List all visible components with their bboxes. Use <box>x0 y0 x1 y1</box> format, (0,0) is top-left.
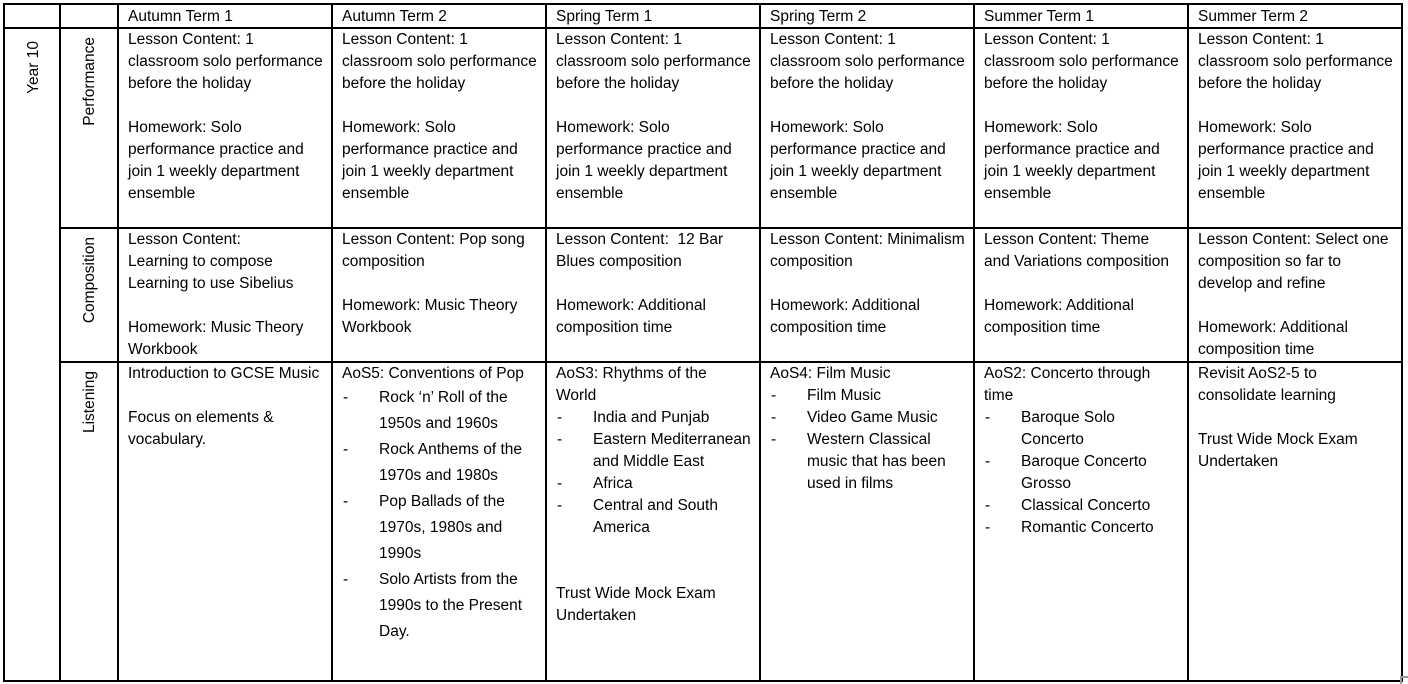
performance-cell <box>118 28 332 228</box>
year-label: Year 10 <box>25 41 42 94</box>
strand-label-listening: Listening <box>81 371 98 434</box>
term-header: Spring Term 2 <box>760 4 974 28</box>
homework: Homework: Additional composition time <box>1198 319 1348 358</box>
topic-text: Classical Concerto <box>1021 497 1151 514</box>
topic-text: Solo Artists from the 1990s to the Present Day. <box>379 571 523 640</box>
topic-item <box>342 385 537 437</box>
dash-bullet-icon: - <box>343 441 349 458</box>
lesson-content: Lesson Content: 1 classroom solo performance before the holiday <box>1198 31 1393 92</box>
lesson-content: Lesson Content: <box>128 231 241 248</box>
topic-list <box>984 407 1179 539</box>
lesson-content: Lesson Content: 1 classroom solo performance before the holiday <box>770 31 965 92</box>
performance-row <box>4 28 1402 228</box>
topic-text: India and Punjab <box>593 409 710 426</box>
strand-cell-composition <box>60 228 118 362</box>
composition-cell <box>974 228 1188 362</box>
dash-bullet-icon: - <box>985 409 991 426</box>
term-header: Autumn Term 1 <box>118 4 332 28</box>
composition-cell <box>546 228 760 362</box>
strand-label-composition: Composition <box>81 237 98 324</box>
homework: Homework: Music Theory Workbook <box>342 297 518 336</box>
homework: Homework: Additional composition time <box>556 297 706 336</box>
dash-bullet-icon: - <box>343 389 349 406</box>
dash-bullet-icon: - <box>771 409 777 426</box>
listening-intro: AoS2: Concerto through time <box>984 365 1151 404</box>
topic-text: Africa <box>593 475 633 492</box>
dash-bullet-icon: - <box>557 409 563 426</box>
lesson-content: Lesson Content: Minimalism composition <box>770 231 965 270</box>
topic-text: Baroque Concerto Grosso <box>1021 453 1147 492</box>
lesson-content: Lesson Content: Select one composition so far to develop and refine <box>1198 231 1389 292</box>
topic-item <box>770 429 965 495</box>
listening-note: Trust Wide Mock Exam Undertaken <box>556 585 716 624</box>
listening-cell <box>332 362 546 681</box>
topic-item <box>556 495 751 539</box>
listening-note: Trust Wide Mock Exam Undertaken <box>1198 431 1358 470</box>
topic-text: Romantic Concerto <box>1021 519 1154 536</box>
topic-item <box>770 385 965 407</box>
lesson-content: Lesson Content: 1 classroom solo performance before the holiday <box>128 31 323 92</box>
listening-row <box>4 362 1402 681</box>
composition-cell <box>1188 228 1402 362</box>
topic-item <box>342 437 537 489</box>
topic-list <box>770 385 965 495</box>
topic-text: Baroque Solo Concerto <box>1021 409 1115 448</box>
topic-item <box>984 495 1179 517</box>
topic-item <box>556 407 751 429</box>
header-row <box>4 4 1402 28</box>
resize-handle-icon <box>1400 676 1408 684</box>
listening-cell <box>546 362 760 681</box>
dash-bullet-icon: - <box>771 387 777 404</box>
listening-intro: AoS3: Rhythms of the World <box>556 365 707 404</box>
strand-cell-listening <box>60 362 118 681</box>
lesson-content: Lesson Content: Theme and Variations composition <box>984 231 1169 270</box>
term-header: Spring Term 1 <box>546 4 760 28</box>
listening-cell <box>118 362 332 681</box>
dash-bullet-icon: - <box>771 431 777 448</box>
performance-cell <box>546 28 760 228</box>
corner-cell-strand <box>60 4 118 28</box>
topic-text: Eastern Mediterranean and Middle East <box>593 431 751 470</box>
topic-list <box>556 407 751 539</box>
listening-intro: AoS5: Conventions of Pop <box>342 365 524 382</box>
listening-cell <box>1188 362 1402 681</box>
homework: Homework: Music Theory Workbook <box>128 319 304 358</box>
dash-bullet-icon: - <box>985 453 991 470</box>
topic-text: Rock Anthems of the 1970s and 1980s <box>379 441 523 484</box>
performance-cell <box>760 28 974 228</box>
curriculum-table <box>3 3 1403 682</box>
topic-item <box>342 567 537 645</box>
topic-item <box>342 489 537 567</box>
dash-bullet-icon: - <box>557 475 563 492</box>
term-header: Summer Term 2 <box>1188 4 1402 28</box>
performance-cell <box>332 28 546 228</box>
strand-cell-performance <box>60 28 118 228</box>
topic-list <box>342 385 537 645</box>
dash-bullet-icon: - <box>343 493 349 510</box>
topic-text: Film Music <box>807 387 882 404</box>
homework: Homework: Solo performance practice and join 1 weekly department ensemble <box>342 119 518 202</box>
homework: Homework: Additional composition time <box>984 297 1134 336</box>
lesson-content: Lesson Content: 12 Bar Blues composition <box>556 231 728 270</box>
lesson-content-line: Learning to use Sibelius <box>128 275 294 292</box>
topic-item <box>984 407 1179 451</box>
topic-item <box>556 473 751 495</box>
corner-cell-year <box>4 4 60 28</box>
listening-cell <box>760 362 974 681</box>
homework: Homework: Solo performance practice and join 1 weekly department ensemble <box>984 119 1160 202</box>
composition-cell <box>332 228 546 362</box>
topic-text: Pop Ballads of the 1970s, 1980s and 1990s <box>379 493 505 562</box>
lesson-content: Lesson Content: 1 classroom solo performance before the holiday <box>556 31 751 92</box>
composition-cell <box>760 228 974 362</box>
listening-note: Focus on elements & vocabulary. <box>128 409 274 448</box>
composition-cell <box>118 228 332 362</box>
lesson-content: Lesson Content: 1 classroom solo performance before the holiday <box>342 31 537 92</box>
homework: Homework: Solo performance practice and join 1 weekly department ensemble <box>128 119 304 202</box>
homework: Homework: Additional composition time <box>770 297 920 336</box>
lesson-content: Lesson Content: Pop song composition <box>342 231 525 270</box>
year-cell <box>4 28 60 681</box>
topic-text: Western Classical music that has been used in films <box>807 431 946 492</box>
term-header: Autumn Term 2 <box>332 4 546 28</box>
listening-cell <box>974 362 1188 681</box>
topic-item <box>770 407 965 429</box>
dash-bullet-icon: - <box>557 431 563 448</box>
topic-text: Central and South America <box>593 497 718 536</box>
lesson-content: Lesson Content: 1 classroom solo performance before the holiday <box>984 31 1179 92</box>
topic-item <box>984 451 1179 495</box>
dash-bullet-icon: - <box>557 497 563 514</box>
term-header: Summer Term 1 <box>974 4 1188 28</box>
dash-bullet-icon: - <box>343 571 349 588</box>
listening-intro: Revisit AoS2-5 to consolidate learning <box>1198 365 1336 404</box>
homework: Homework: Solo performance practice and join 1 weekly department ensemble <box>770 119 946 202</box>
performance-cell <box>974 28 1188 228</box>
dash-bullet-icon: - <box>985 519 991 536</box>
dash-bullet-icon: - <box>985 497 991 514</box>
topic-text: Rock ‘n’ Roll of the 1950s and 1960s <box>379 389 508 432</box>
topic-text: Video Game Music <box>807 409 938 426</box>
listening-intro: AoS4: Film Music <box>770 365 891 382</box>
listening-intro: Introduction to GCSE Music <box>128 365 320 382</box>
composition-row <box>4 228 1402 362</box>
topic-item <box>984 517 1179 539</box>
homework: Homework: Solo performance practice and join 1 weekly department ensemble <box>1198 119 1374 202</box>
lesson-content-line: Learning to compose <box>128 253 273 270</box>
strand-label-performance: Performance <box>81 37 98 126</box>
homework: Homework: Solo performance practice and join 1 weekly department ensemble <box>556 119 732 202</box>
performance-cell <box>1188 28 1402 228</box>
topic-item <box>556 429 751 473</box>
